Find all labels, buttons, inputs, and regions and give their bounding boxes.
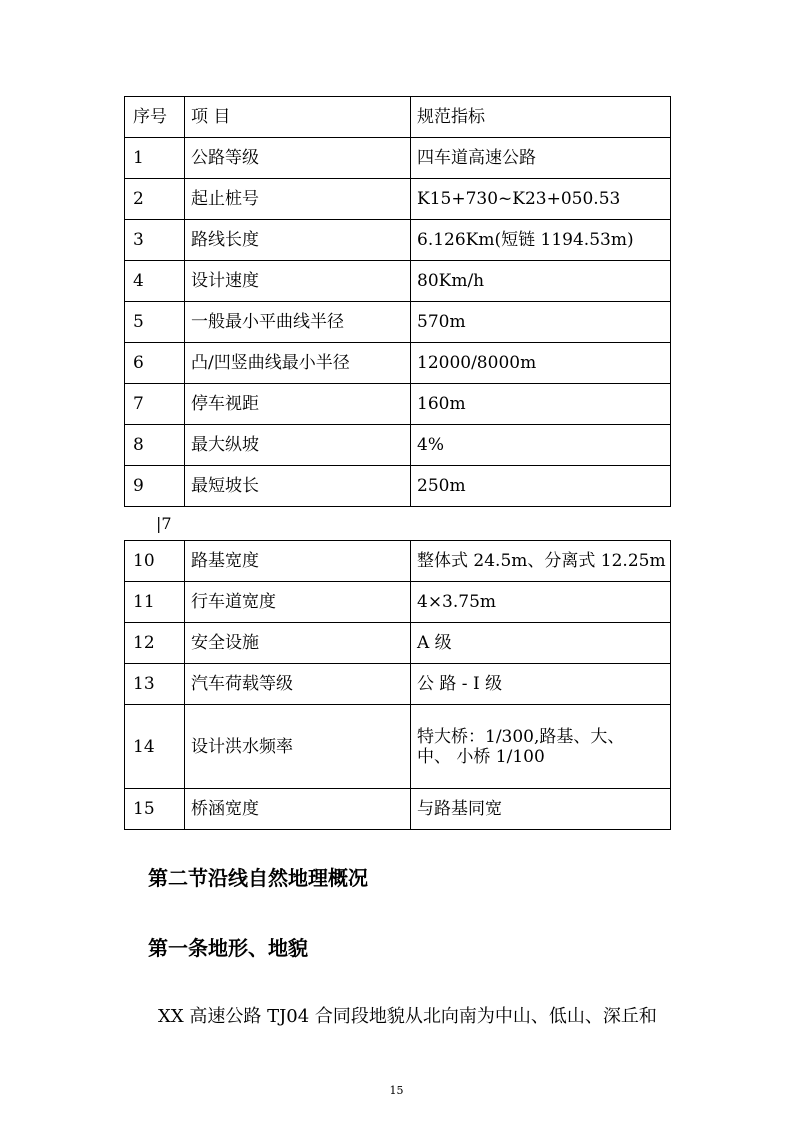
stray-fragment-text: |7 [156,514,172,533]
table-row [125,302,671,343]
section-heading: 第二节沿线自然地理概况 [148,866,368,890]
table-row [125,541,671,582]
row-index: 13 [125,664,185,705]
row-spec-line: 中、 小桥 1/100 [417,746,545,767]
table-row [125,789,671,830]
row-index: 9 [125,466,185,507]
row-index: 7 [125,384,185,425]
article-heading: 第一条地形、地貌 [148,936,308,960]
row-item: 路线长度 [185,220,411,261]
row-spec: 4% [411,425,671,466]
row-spec: 6.126Km(短链 1194.53m) [411,220,671,261]
table-row [125,179,671,220]
row-index: 4 [125,261,185,302]
row-index: 11 [125,582,185,623]
row-index: 14 [125,705,185,789]
row-index: 3 [125,220,185,261]
row-spec-line: 特大桥：1/300,路基、大、 [417,726,625,747]
table-header-row [125,97,671,138]
row-index: 2 [125,179,185,220]
row-index: 1 [125,138,185,179]
row-spec: 80Km/h [411,261,671,302]
row-item: 桥涵宽度 [185,789,411,830]
row-index: 6 [125,343,185,384]
row-item: 公路等级 [185,138,411,179]
table-row [125,220,671,261]
row-spec: 250m [411,466,671,507]
row-index: 12 [125,623,185,664]
row-spec: 4×3.75m [411,582,671,623]
table-row [125,425,671,466]
table-row [125,261,671,302]
row-spec: 160m [411,384,671,425]
row-spec: 整体式 24.5m、分离式 12.25m [411,541,671,582]
table-row [125,384,671,425]
header-cell-spec: 规范指标 [411,97,671,138]
table-row [125,623,671,664]
row-item: 行车道宽度 [185,582,411,623]
row-spec: 570m [411,302,671,343]
row-index: 10 [125,541,185,582]
row-spec: 四车道高速公路 [411,138,671,179]
row-spec: 12000/8000m [411,343,671,384]
row-item: 起止桩号 [185,179,411,220]
table-row [125,705,671,789]
row-spec: A 级 [411,623,671,664]
page-number: 15 [389,1084,404,1097]
row-index: 15 [125,789,185,830]
row-item: 凸/凹竖曲线最小半径 [185,343,411,384]
row-item: 最短坡长 [185,466,411,507]
spec-table-top [124,96,671,507]
row-item: 安全设施 [185,623,411,664]
row-item: 路基宽度 [185,541,411,582]
row-spec: 公 路 - I 级 [411,664,671,705]
row-item: 最大纵坡 [185,425,411,466]
row-index: 5 [125,302,185,343]
row-index: 8 [125,425,185,466]
row-spec: K15+730~K23+050.53 [411,179,671,220]
spec-table-bottom [124,540,671,830]
table-row [125,138,671,179]
row-item: 一般最小平曲线半径 [185,302,411,343]
table-row [125,664,671,705]
row-spec: 与路基同宽 [411,789,671,830]
header-cell-index: 序号 [125,97,185,138]
row-item: 设计洪水频率 [185,705,411,789]
row-item: 汽车荷载等级 [185,664,411,705]
row-item: 停车视距 [185,384,411,425]
row-item: 设计速度 [185,261,411,302]
table-row [125,466,671,507]
header-cell-item: 项 目 [185,97,411,138]
table-row [125,582,671,623]
body-paragraph: XX 高速公路 TJ04 合同段地貌从北向南为中山、低山、深丘和 [158,1006,657,1027]
table-row [125,343,671,384]
row-spec [411,705,671,789]
